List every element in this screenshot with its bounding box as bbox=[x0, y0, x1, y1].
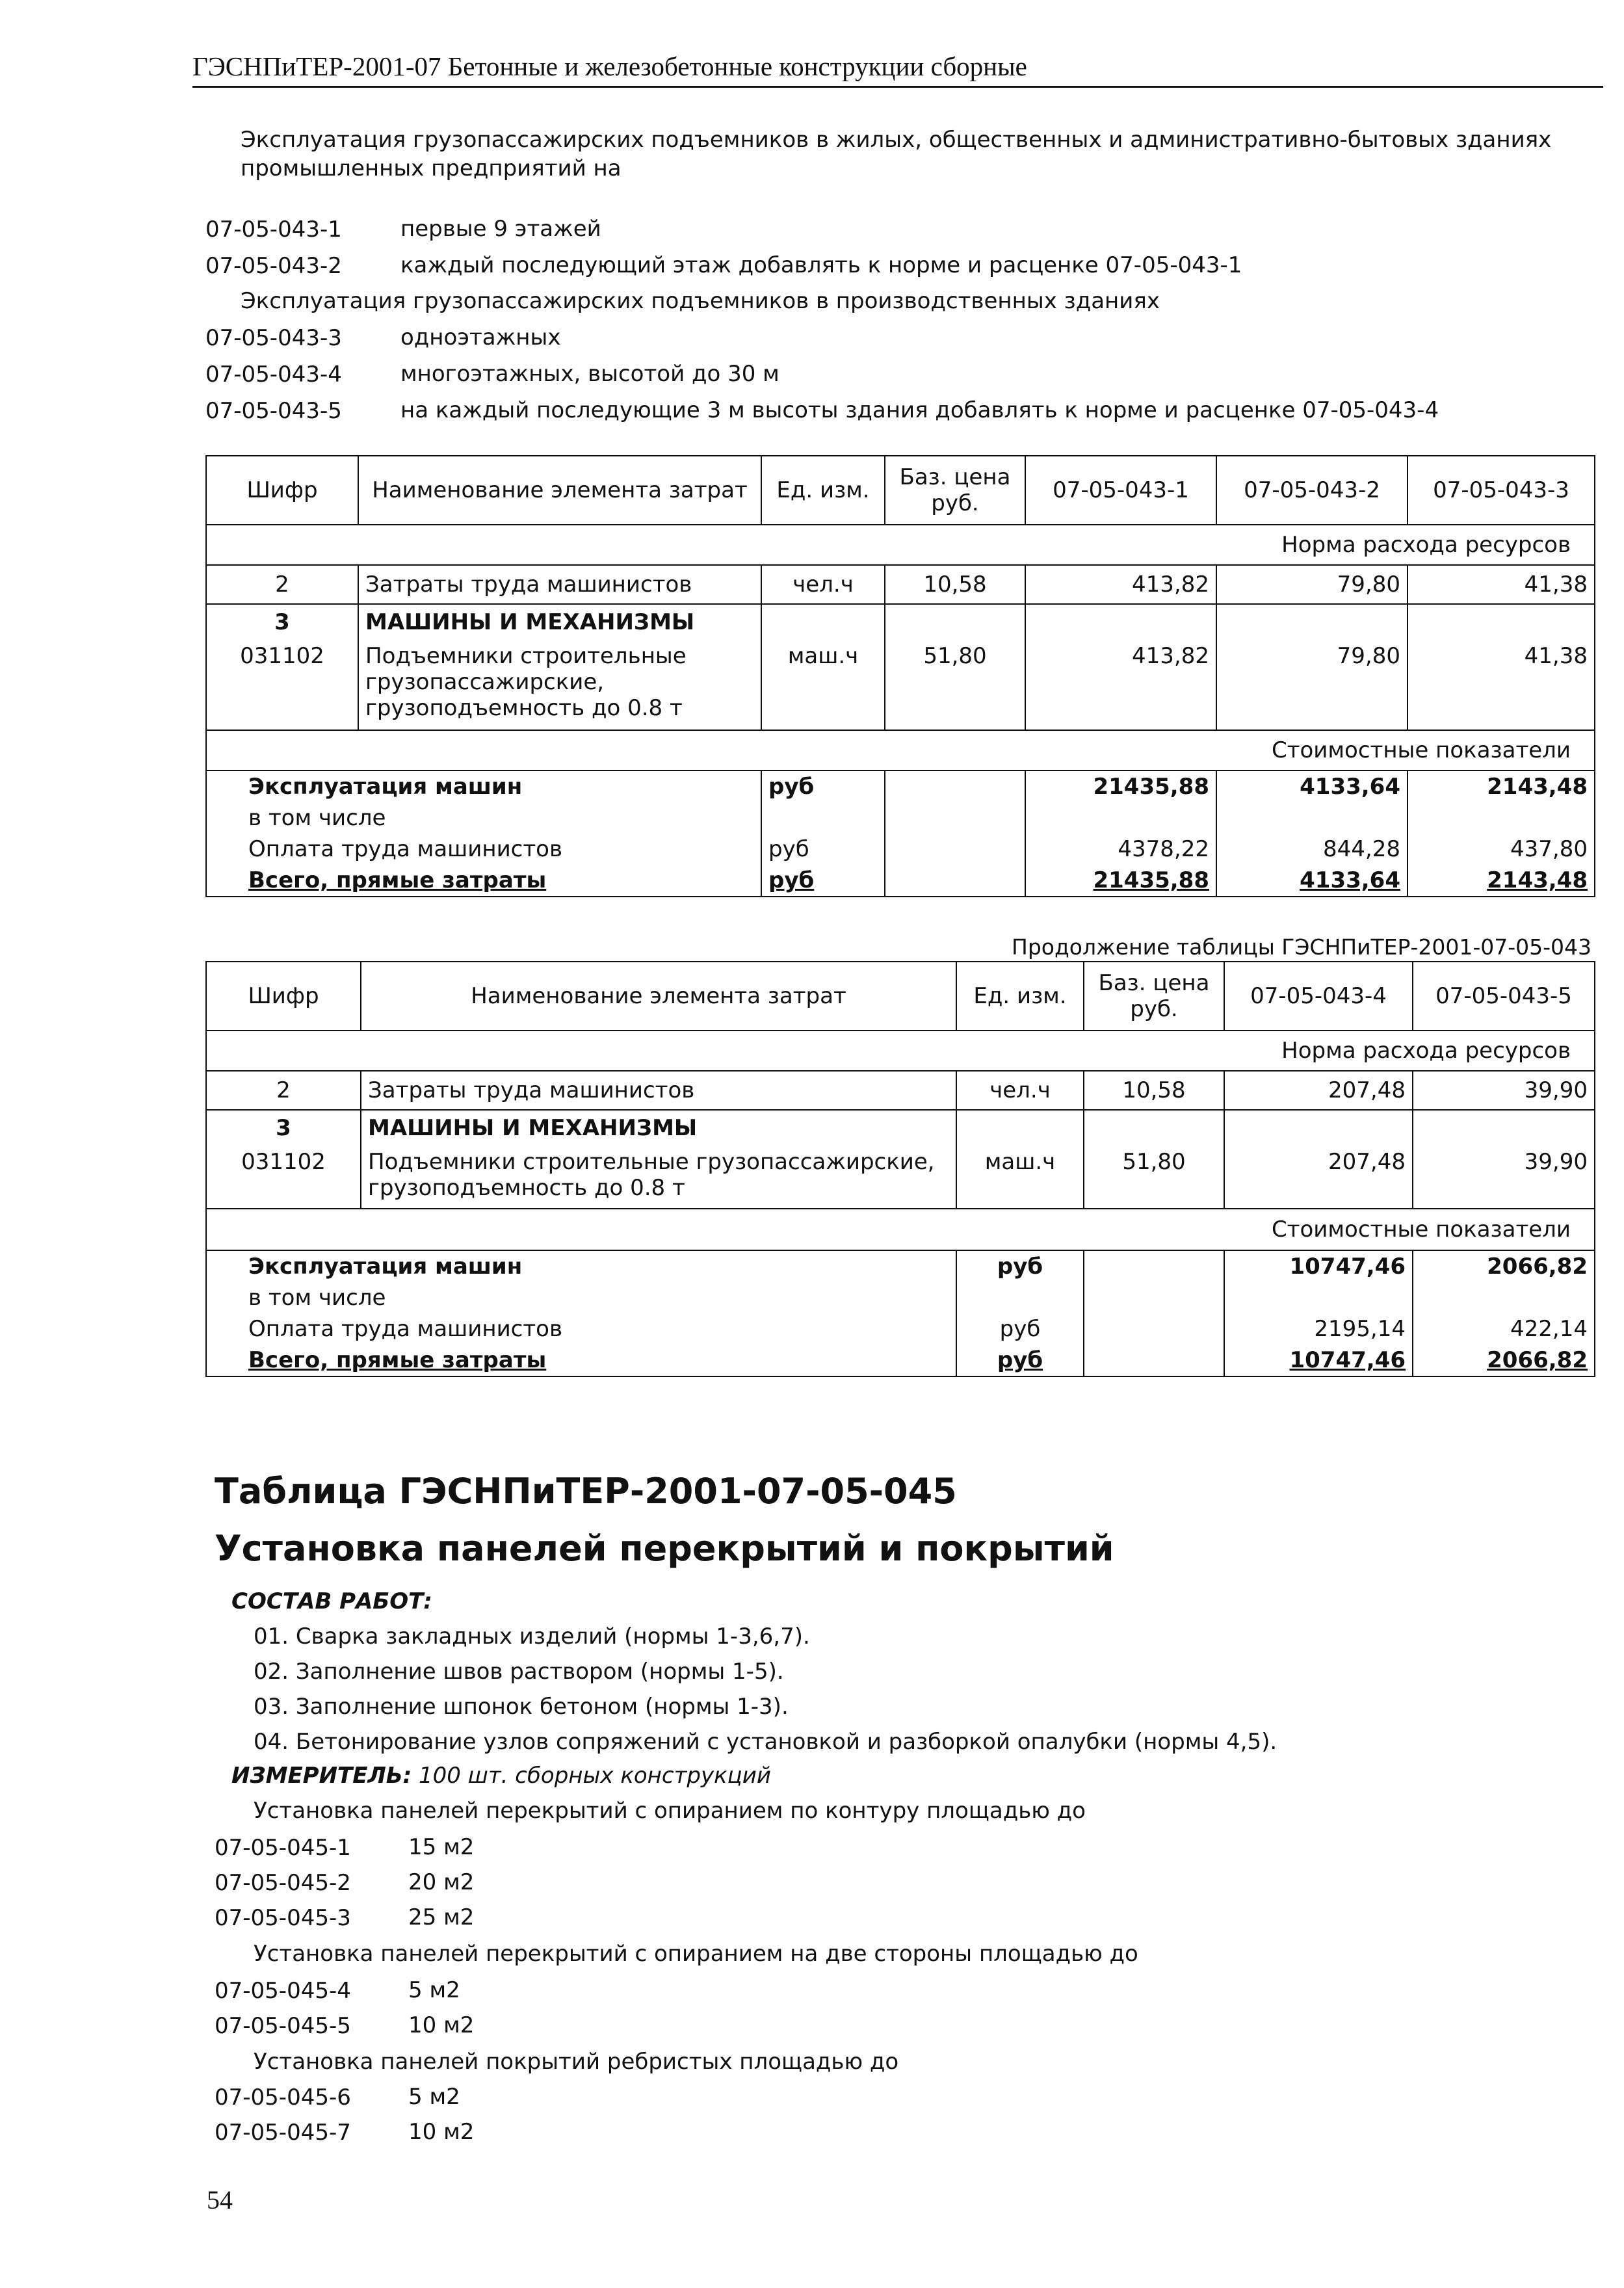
norm-text: 5 м2 bbox=[408, 2084, 460, 2110]
cell-name: Затраты труда машинистов bbox=[361, 1071, 956, 1110]
cell-unit: руб bbox=[956, 1313, 1084, 1345]
cell-value: 207,48 bbox=[1224, 1146, 1413, 1209]
intro-item-text: первые 9 этажей bbox=[400, 216, 601, 242]
norm-code: 07-05-045-4 bbox=[215, 1978, 351, 2004]
cell-name bbox=[361, 1146, 956, 1209]
continuation-caption: Продолжение таблицы ГЭСНПиТЕР-2001-07-05-043 bbox=[1012, 934, 1592, 960]
table-row bbox=[206, 565, 1595, 604]
cell-empty bbox=[885, 834, 1025, 865]
work-item: 01. Сварка закладных изделий (нормы 1-3,6,7). bbox=[254, 1624, 810, 1650]
cell-value: 2143,48 bbox=[1408, 865, 1595, 897]
intro-item-code: 07-05-043-4 bbox=[205, 362, 342, 388]
section-label-norms: Норма расхода ресурсов bbox=[206, 525, 1595, 565]
cell-unit: чел.ч bbox=[761, 565, 885, 604]
cell-code: 3 bbox=[206, 1110, 361, 1146]
table-row bbox=[206, 865, 1595, 897]
cell-name-line: грузоподъемность до 0.8 т bbox=[365, 695, 683, 722]
table-header-row bbox=[206, 962, 1595, 1031]
intro-item-text: каждый последующий этаж добавлять к норме и расценке 07-05-043-1 bbox=[400, 252, 1242, 278]
cell-value: 4378,22 bbox=[1025, 834, 1216, 865]
table-row bbox=[206, 1110, 1595, 1146]
cell-value: 21435,88 bbox=[1025, 865, 1216, 897]
works-label: СОСТАВ РАБОТ: bbox=[231, 1588, 432, 1614]
intro-item-text: многоэтажных, высотой до 30 м bbox=[400, 361, 779, 387]
intro-item-text: на каждый последующие 3 м высоты здания добавлять к норме и расценке 07-05-043-4 bbox=[400, 397, 1439, 423]
table-row bbox=[206, 1250, 1595, 1282]
cell-price: 10,58 bbox=[885, 565, 1025, 604]
cell-empty bbox=[885, 865, 1025, 897]
cell-value: 2143,48 bbox=[1408, 770, 1595, 802]
cell-price: 51,80 bbox=[1084, 1146, 1224, 1209]
section-row bbox=[206, 525, 1595, 565]
cell-name: Всего, прямые затраты bbox=[206, 1345, 956, 1376]
col-header: Наименование элемента затрат bbox=[361, 962, 956, 1031]
cell-value: 437,80 bbox=[1408, 834, 1595, 865]
cell-name: в том числе bbox=[206, 802, 761, 834]
table-header-row bbox=[206, 456, 1595, 525]
col-header: Баз. цена руб. bbox=[1084, 962, 1224, 1031]
cell-code: 031102 bbox=[206, 640, 358, 730]
cell-name: Всего, прямые затраты bbox=[206, 865, 761, 897]
cell-unit: руб bbox=[956, 1250, 1084, 1282]
cell-empty bbox=[1084, 1250, 1224, 1282]
cell-name-line: грузоподъемность до 0.8 т bbox=[368, 1175, 685, 1202]
col-header: 07-05-043-5 bbox=[1413, 962, 1595, 1031]
cell-unit: маш.ч bbox=[956, 1146, 1084, 1209]
section-label-cost: Стоимостные показатели bbox=[206, 730, 1595, 770]
table-row bbox=[206, 1282, 1595, 1313]
work-item: 04. Бетонирование узлов сопряжений с установкой и разборкой опалубки (нормы 4,5). bbox=[254, 1729, 1277, 1755]
intro-item-code: 07-05-043-1 bbox=[205, 217, 342, 243]
table-row bbox=[206, 834, 1595, 865]
resource-table-043-1-3 bbox=[205, 455, 1595, 897]
running-header: ГЭСНПиТЕР-2001-07 Бетонные и железобетонные конструкции сборные bbox=[192, 51, 1603, 88]
cell-value: 2195,14 bbox=[1224, 1313, 1413, 1345]
norm-code: 07-05-045-5 bbox=[215, 2013, 351, 2039]
cell-value: 4133,64 bbox=[1216, 770, 1408, 802]
table-row bbox=[206, 1071, 1595, 1110]
cell-unit: руб bbox=[761, 865, 885, 897]
cell-empty bbox=[885, 770, 1025, 802]
intro-item-code: 07-05-043-2 bbox=[205, 253, 342, 279]
cell-value: 2066,82 bbox=[1413, 1345, 1595, 1376]
norm-text: 5 м2 bbox=[408, 1977, 460, 2003]
cell-empty bbox=[885, 802, 1025, 834]
cell-empty bbox=[1216, 802, 1408, 834]
section-row bbox=[206, 1031, 1595, 1071]
norm-code: 07-05-045-6 bbox=[215, 2084, 351, 2110]
col-header: 07-05-043-3 bbox=[1408, 456, 1595, 525]
cell-empty bbox=[761, 802, 885, 834]
intro-item-code: 07-05-043-5 bbox=[205, 398, 342, 424]
cell-value: 422,14 bbox=[1413, 1313, 1595, 1345]
norm-code: 07-05-045-1 bbox=[215, 1835, 351, 1861]
cell-empty bbox=[1084, 1282, 1224, 1313]
cell-value: 2066,82 bbox=[1413, 1250, 1595, 1282]
table-title: Таблица ГЭСНПиТЕР-2001-07-05-045 bbox=[215, 1471, 957, 1512]
cell-value: 79,80 bbox=[1216, 565, 1408, 604]
cell-empty bbox=[761, 604, 885, 640]
norm-text: 20 м2 bbox=[408, 1869, 475, 1895]
cell-value: 4133,64 bbox=[1216, 865, 1408, 897]
cell-price: 10,58 bbox=[1084, 1071, 1224, 1110]
cell-empty bbox=[1408, 604, 1595, 640]
meter-value: 100 шт. сборных конструкций bbox=[419, 1763, 771, 1789]
cell-code: 031102 bbox=[206, 1146, 361, 1209]
cell-name: Эксплуатация машин bbox=[206, 1250, 956, 1282]
intro-item-code: 07-05-043-3 bbox=[205, 325, 342, 351]
intro-item-text: одноэтажных bbox=[400, 324, 561, 350]
cell-empty bbox=[1025, 802, 1216, 834]
cell-empty bbox=[956, 1110, 1084, 1146]
cell-empty bbox=[1413, 1282, 1595, 1313]
cell-value: 413,82 bbox=[1025, 640, 1216, 730]
resource-table-043-4-5 bbox=[205, 961, 1595, 1377]
cell-name: Затраты труда машинистов bbox=[358, 565, 761, 604]
cell-name: Оплата труда машинистов bbox=[206, 834, 761, 865]
cell-unit: руб bbox=[761, 770, 885, 802]
cell-empty bbox=[956, 1282, 1084, 1313]
cell-value: 844,28 bbox=[1216, 834, 1408, 865]
cell-unit: руб bbox=[761, 834, 885, 865]
cell-value: 10747,46 bbox=[1224, 1345, 1413, 1376]
norm-code: 07-05-045-7 bbox=[215, 2120, 351, 2146]
col-header: 07-05-043-4 bbox=[1224, 962, 1413, 1031]
cell-empty bbox=[1084, 1313, 1224, 1345]
cell-empty bbox=[1224, 1110, 1413, 1146]
table-row bbox=[206, 640, 1595, 730]
cell-unit: чел.ч bbox=[956, 1071, 1084, 1110]
col-header: Шифр bbox=[206, 456, 358, 525]
table-row bbox=[206, 1345, 1595, 1376]
cell-name: МАШИНЫ И МЕХАНИЗМЫ bbox=[358, 604, 761, 640]
section-label-cost: Стоимостные показатели bbox=[206, 1209, 1595, 1250]
group-heading: Установка панелей перекрытий с опиранием на две стороны площадью до bbox=[254, 1941, 1138, 1967]
group-heading: Установка панелей перекрытий с опиранием по контуру площадью до bbox=[254, 1798, 1086, 1824]
cell-code: 3 bbox=[206, 604, 358, 640]
cell-value: 41,38 bbox=[1408, 565, 1595, 604]
cell-name-line: Подъемники строительные bbox=[365, 643, 687, 669]
intro-sub-heading: Эксплуатация грузопассажирских подъемников в производственных зданиях bbox=[241, 288, 1160, 314]
cell-empty bbox=[1084, 1110, 1224, 1146]
cell-value: 39,90 bbox=[1413, 1071, 1595, 1110]
cell-value: 413,82 bbox=[1025, 565, 1216, 604]
section-row bbox=[206, 1209, 1595, 1250]
work-item: 03. Заполнение шпонок бетоном (нормы 1-3). bbox=[254, 1694, 789, 1720]
cell-name: в том числе bbox=[206, 1282, 956, 1313]
cell-value: 79,80 bbox=[1216, 640, 1408, 730]
cell-name-line: Подъемники строительные грузопассажирские, bbox=[368, 1149, 935, 1175]
page-number: 54 bbox=[207, 2185, 233, 2215]
cell-unit: руб bbox=[956, 1345, 1084, 1376]
table-row bbox=[206, 604, 1595, 640]
cell-empty bbox=[1408, 802, 1595, 834]
cell-value: 41,38 bbox=[1408, 640, 1595, 730]
norm-text: 10 м2 bbox=[408, 2012, 475, 2038]
group-heading: Установка панелей покрытий ребристых площадью до bbox=[254, 2049, 899, 2075]
cell-value: 10747,46 bbox=[1224, 1250, 1413, 1282]
norm-text: 25 м2 bbox=[408, 1904, 475, 1930]
norm-text: 15 м2 bbox=[408, 1834, 475, 1860]
col-header: 07-05-043-2 bbox=[1216, 456, 1408, 525]
cell-empty bbox=[885, 604, 1025, 640]
table-subtitle: Установка панелей перекрытий и покрытий bbox=[215, 1528, 1114, 1569]
table-row bbox=[206, 1146, 1595, 1209]
cell-price: 51,80 bbox=[885, 640, 1025, 730]
col-header: 07-05-043-1 bbox=[1025, 456, 1216, 525]
cell-empty bbox=[1084, 1345, 1224, 1376]
cell-name-line: грузопассажирские, bbox=[365, 669, 605, 696]
work-item: 02. Заполнение швов раствором (нормы 1-5). bbox=[254, 1659, 784, 1685]
cell-value: 39,90 bbox=[1413, 1146, 1595, 1209]
table-row bbox=[206, 770, 1595, 802]
table-row bbox=[206, 802, 1595, 834]
col-header: Ед. изм. bbox=[956, 962, 1084, 1031]
norm-code: 07-05-045-2 bbox=[215, 1870, 351, 1896]
cell-empty bbox=[1025, 604, 1216, 640]
section-label-norms: Норма расхода ресурсов bbox=[206, 1031, 1595, 1071]
cell-value: 21435,88 bbox=[1025, 770, 1216, 802]
intro-line-2: промышленных предприятий на bbox=[241, 155, 622, 181]
cell-unit: маш.ч bbox=[761, 640, 885, 730]
cell-name: Оплата труда машинистов bbox=[206, 1313, 956, 1345]
intro-line-1: Эксплуатация грузопассажирских подъемников в жилых, общественных и административно-бытовых зданиях bbox=[241, 127, 1552, 153]
cell-code: 2 bbox=[206, 1071, 361, 1110]
meter-line bbox=[231, 1763, 771, 1789]
cell-empty bbox=[1224, 1282, 1413, 1313]
section-row bbox=[206, 730, 1595, 770]
cell-empty bbox=[1413, 1110, 1595, 1146]
norm-code: 07-05-045-3 bbox=[215, 1905, 351, 1931]
cell-name bbox=[358, 640, 761, 730]
col-header: Наименование элемента затрат bbox=[358, 456, 761, 525]
col-header: Ед. изм. bbox=[761, 456, 885, 525]
cell-code: 2 bbox=[206, 565, 358, 604]
table-row bbox=[206, 1313, 1595, 1345]
col-header: Баз. цена руб. bbox=[885, 456, 1025, 525]
col-header: Шифр bbox=[206, 962, 361, 1031]
cell-name: Эксплуатация машин bbox=[206, 770, 761, 802]
norm-text: 10 м2 bbox=[408, 2119, 475, 2145]
cell-empty bbox=[1216, 604, 1408, 640]
cell-name: МАШИНЫ И МЕХАНИЗМЫ bbox=[361, 1110, 956, 1146]
cell-value: 207,48 bbox=[1224, 1071, 1413, 1110]
meter-label: ИЗМЕРИТЕЛЬ: bbox=[231, 1763, 412, 1789]
